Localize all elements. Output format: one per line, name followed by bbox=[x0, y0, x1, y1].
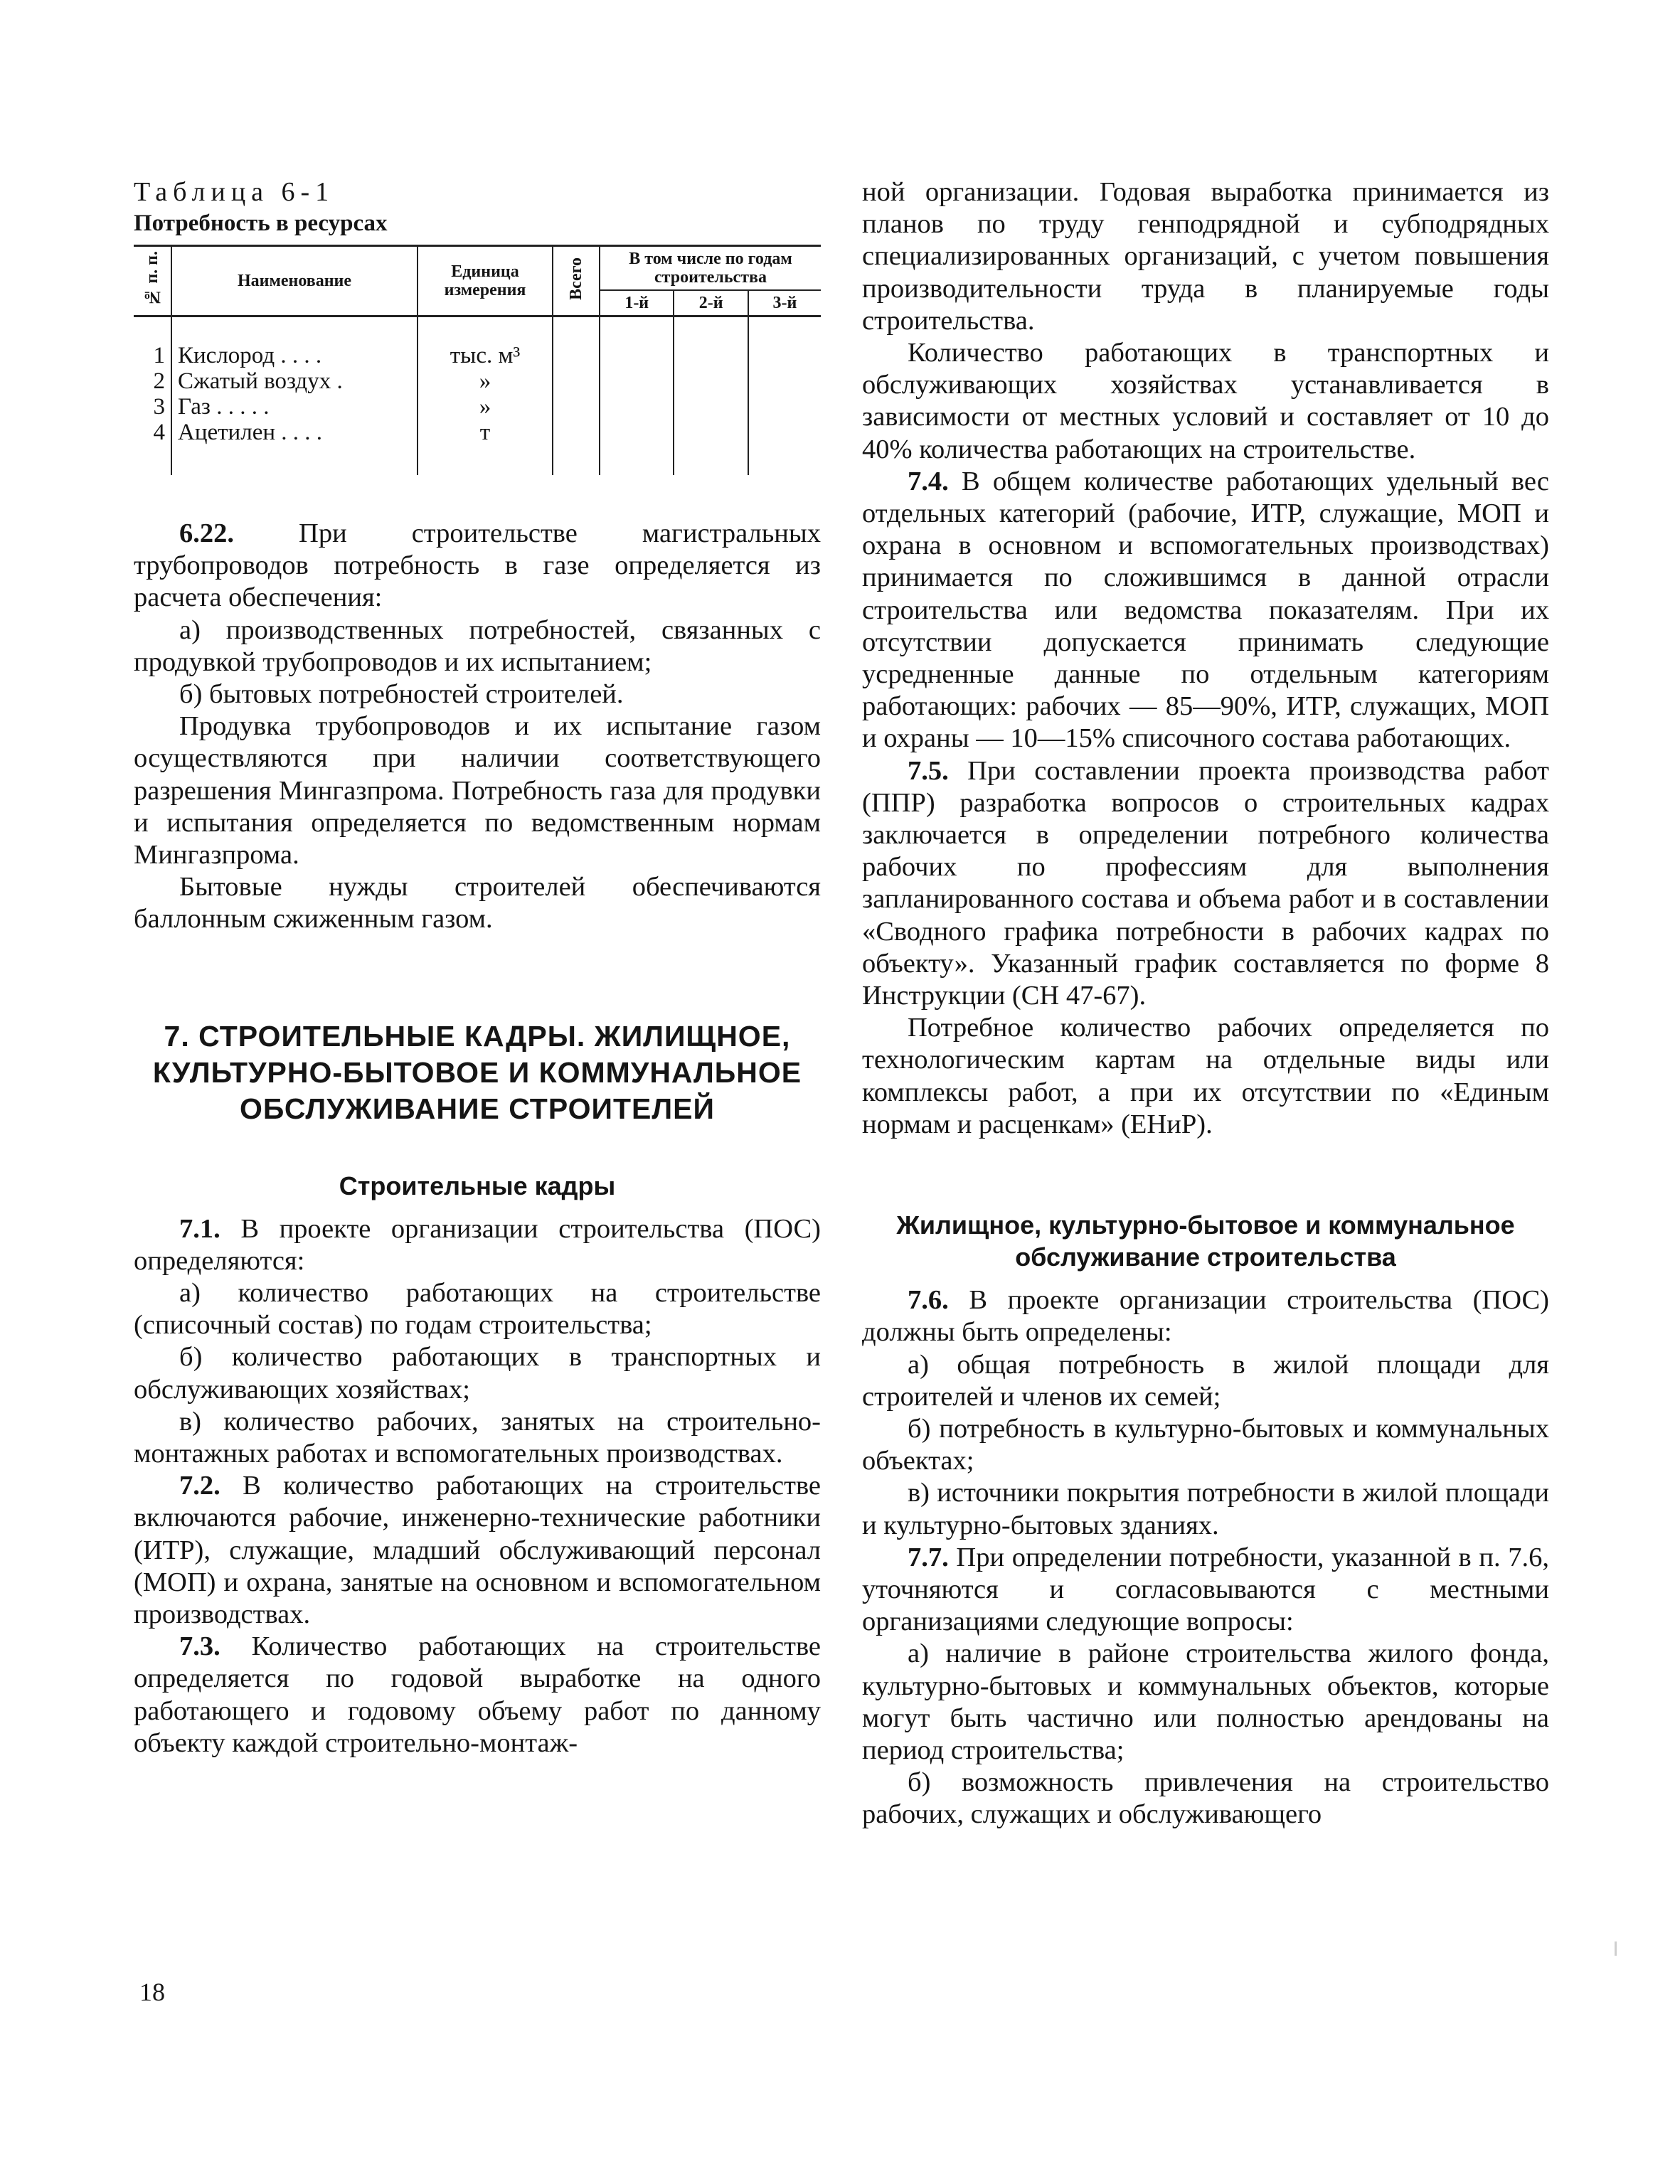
header-by-years: В том числе по годам строительства bbox=[600, 246, 821, 291]
paragraph-7-1-b: б) количество работающих в транспортных и обслуживающих хозяйствах; bbox=[134, 1342, 821, 1405]
paragraph-7-6-b: б) потребность в культурно-бытовых и коммунальных объектах; bbox=[862, 1413, 1549, 1476]
header-year-2: 2-й bbox=[674, 290, 748, 316]
table-title: Потребность в ресурсах bbox=[134, 211, 388, 236]
paragraph-7-1: 7.1. В проекте организации строительства (ПОС) определяются: bbox=[134, 1213, 821, 1276]
paragraph-produvka: Продувка трубопроводов и их испытание газом осуществляются при наличии соответствующего разрешения Мингазпрома. Потребность газа для продувки и испытания определяется по ведомственным нормам Мингазпрома. bbox=[134, 711, 821, 870]
paragraph-6-22-b: б) бытовых потребностей строителей. bbox=[179, 679, 624, 710]
page-number: 18 bbox=[139, 1978, 165, 2006]
paragraph-potrebnoe: Потребное количество рабочих определяется по технологическим картам на отдельные виды или комплексы работ, а при их отсутствии по «Единым нормам и расценкам» (ЕНиР). bbox=[862, 1013, 1549, 1139]
paragraph-transport: Количество работающих в транспортных и обслуживающих хозяйствах устанавливается в зависимости от местных условий и составляет от 10 до 40% количества работающих на строительстве. bbox=[862, 338, 1549, 464]
left-column bbox=[134, 176, 821, 1759]
paragraph-7-2: 7.2. В количество работающих на строительстве включаются рабочие, инженерно-технические работники (ИТР), служащие, младший обслуживающий персонал (МОП) и охрана, занятые на основном и вспомогательном производствах. bbox=[134, 1471, 821, 1630]
right-column bbox=[862, 176, 1549, 1831]
paragraph-7-4: 7.4. В общем количестве работающих удельный вес отдельных категорий (рабочие, ИТР, служащие, МОП и охрана в основном и вспомогательных производствах) принимается по сложившимся в данной отрасли строительства или ведомства показателям. При их отсутствии допускается принимать следующие усредненные данные по отдельным категориям работающих: рабочих — 85—90%, ИТР, служащих, МОП и охраны — 10—15% списочного состава работающих. bbox=[862, 466, 1549, 754]
table-row: 3 Газ . . . . . » bbox=[134, 394, 821, 420]
header-year-3: 3-й bbox=[748, 290, 821, 316]
section-title-7: 7. СТРОИТЕЛЬНЫЕ КАДРЫ. ЖИЛИЩНОЕ, КУЛЬТУРНО-БЫТОВОЕ И КОММУНАЛЬНОЕ ОБСЛУЖИВАНИЕ СТРОИТЕЛЕЙ bbox=[152, 1019, 802, 1125]
paragraph-6-22-a: а) производственных потребностей, связанных с продувкой трубопроводов и их испытанием; bbox=[134, 614, 821, 677]
subsection-title-kadry: Строительные кадры bbox=[339, 1171, 616, 1200]
paragraph-7-7: 7.7. При определении потребности, указанной в п. 7.6, уточняются и согласовываются с местными организациями следующие вопросы: bbox=[862, 1542, 1550, 1637]
header-num: № п. п. bbox=[134, 246, 171, 316]
paragraph-7-3-continued: ной организации. Годовая выработка принимается из планов по труду генподрядной и субподрядных специализированных организаций, с учетом повышения производительности труда в планируемые годы строительства. bbox=[862, 177, 1549, 336]
paragraph-7-5: 7.5. При составлении проекта производства работ (ППР) разработка вопросов о строительных кадрах заключается в определении потребного количества рабочих по профессиям для выполнения запланированного состава и объема работ и в составлении «Сводного графика потребности в рабочих кадрах по объекту». Указанный график составляется по форме 8 Инструкции (СН 47-67). bbox=[862, 755, 1549, 1011]
paragraph-7-6-v: в) источники покрытия потребности в жилой площади и культурно-бытовых зданиях. bbox=[862, 1478, 1549, 1540]
scan-edge-mark bbox=[1615, 1941, 1617, 1956]
table-row: 4 Ацетилен . . . . т bbox=[134, 420, 821, 475]
subsection-title-zhilishchnoe: Жилищное, культурно-бытовое и коммунальное обслуживание строительства bbox=[896, 1210, 1515, 1272]
paragraph-bytovye: Бытовые нужды строителей обеспечиваются баллонным сжиженным газом. bbox=[134, 872, 821, 934]
table-row: 1 Кислород . . . . тыс. м³ bbox=[134, 316, 821, 369]
header-name: Наименование bbox=[171, 246, 418, 316]
paragraph-7-6-a: а) общая потребность в жилой площади для строителей и членов их семей; bbox=[862, 1349, 1549, 1412]
header-unit: Единица измерения bbox=[418, 246, 553, 316]
paragraph-6-22: 6.22. При строительстве магистральных трубопроводов потребность в газе определяется из расчета обеспечения: bbox=[134, 518, 821, 613]
paragraph-7-1-a: а) количество работающих на строительстве (списочный состав) по годам строительства; bbox=[134, 1278, 821, 1341]
table-row: 2 Сжатый воздух . » bbox=[134, 368, 821, 394]
paragraph-7-7-b: б) возможность привлечения на строительство рабочих, служащих и обслуживающего bbox=[862, 1767, 1549, 1830]
header-total: Всего bbox=[553, 246, 600, 316]
paragraph-7-3: 7.3. Количество работающих на строительстве определяется по годовой выработке на одного работающего и годовому объему работ по данному объекту каждой строительно-монтаж- bbox=[134, 1631, 821, 1758]
header-year-1: 1-й bbox=[600, 290, 674, 316]
paragraph-7-7-a: а) наличие в районе строительства жилого фонда, культурно-бытовых и коммунальных объектов, которые могут быть частично или полностью арендованы на период строительства; bbox=[862, 1639, 1549, 1765]
table-caption: Таблица 6-1 bbox=[134, 177, 335, 207]
paragraph-7-6: 7.6. В проекте организации строительства (ПОС) должны быть определены: bbox=[862, 1285, 1549, 1348]
resources-table bbox=[134, 245, 821, 475]
paragraph-7-1-v: в) количество рабочих, занятых на строительно-монтажных работах и вспомогательных производствах. bbox=[134, 1406, 821, 1469]
